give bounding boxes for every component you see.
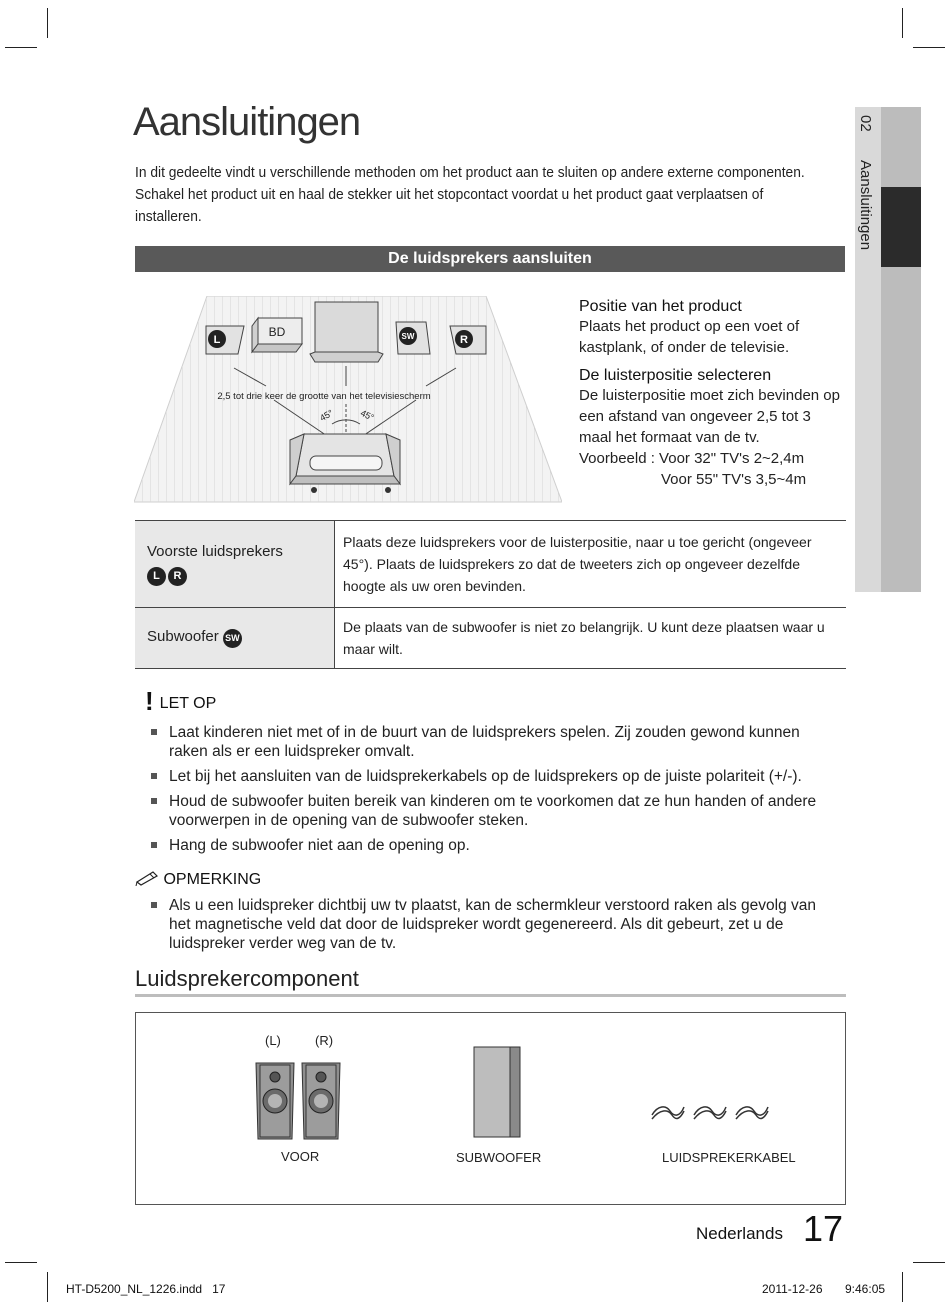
caution-title: LET OP: [159, 695, 217, 712]
file-info: HT-D5200_NL_1226.indd 17: [66, 1282, 226, 1296]
list-item: Let bij het aansluiten van de luidsprekerkabels op de luidsprekers op de juiste polariteit (+/-).: [135, 767, 825, 786]
caution-icon: !: [145, 686, 154, 716]
component-heading: Luidsprekercomponent: [135, 966, 359, 991]
crop-mark: [902, 1272, 903, 1302]
speaker-placement-diagram: [134, 296, 562, 504]
angle-left-label: 45°: [318, 407, 335, 424]
subwoofer-label: Subwoofer: [147, 628, 219, 645]
row-label: [135, 521, 335, 608]
position-info: [579, 298, 841, 490]
print-time: 9:46:05: [845, 1282, 886, 1296]
crop-mark: [47, 1272, 48, 1302]
front-speakers-illustration: [252, 1059, 362, 1141]
intro-paragraph: Schakel het product uit en haal de stekker uit het stopcontact voordat u het product gaat verplaatsen of installeren.: [135, 186, 764, 225]
chapter-name: Aansluitingen: [857, 160, 874, 251]
heading-rule: [135, 994, 846, 997]
position-text: Plaats het product op een voet of kastplank, of onder de televisie.: [579, 318, 800, 356]
badge-l: L: [213, 334, 221, 346]
section-heading-bar: De luidsprekers aansluiten: [135, 246, 845, 272]
left-speaker-tag: (L): [265, 1033, 281, 1048]
side-tab-active-marker: [881, 187, 921, 267]
listening-sofa: [290, 434, 400, 493]
intro-paragraph: In dit gedeelte vindt u verschillende methoden om het product aan te sluiten op andere externe componenten.: [135, 164, 805, 181]
note-section: [135, 870, 825, 959]
position-heading: Positie van het product: [579, 298, 742, 315]
side-tab-grey: [881, 107, 921, 592]
caution-section: [135, 686, 825, 861]
example-line-2: Voor 55" TV's 3,5~4m: [661, 471, 807, 488]
listening-position-heading: De luisterpositie selecteren: [579, 367, 772, 384]
footer-language: Nederlands: [696, 1224, 783, 1243]
crop-mark: [913, 1262, 945, 1263]
page-title: Aansluitingen: [133, 100, 361, 144]
crop-mark: [902, 8, 903, 38]
example-line-1: Voorbeeld : Voor 32" TV's 2~2,4m: [579, 450, 805, 467]
note-heading: [135, 870, 825, 889]
subwoofer-illustration: [472, 1045, 524, 1139]
badge-l: L: [147, 567, 166, 586]
distance-label: 2,5 tot drie keer de grootte van het televisiescherm: [217, 391, 431, 402]
table-row: [135, 608, 846, 669]
badge-sw: SW: [223, 629, 242, 648]
note-title: OPMERKING: [163, 871, 262, 888]
list-item: Als u een luidspreker dichtbij uw tv plaatst, kan de schermkleur verstoord raken als gevolg van het magnetische veld dat door de luidspreker wordt gegenereerd. Als dit gebeurt, zet u de luidspreker verder weg van de tv.: [135, 896, 825, 953]
front-label: VOOR: [281, 1149, 320, 1164]
badge-sw: SW: [401, 332, 415, 341]
television: [315, 302, 378, 352]
note-list: [135, 896, 825, 953]
angle-right-label: 45°: [358, 407, 376, 423]
pencil-icon: [135, 870, 159, 886]
crop-mark: [913, 47, 945, 48]
right-speaker-tag: (R): [315, 1033, 334, 1048]
row-description: Plaats deze luidsprekers voor de luisterpositie, naar u toe gericht (ongeveer 45°). Plaats de luidsprekers zo dat de tweeters zich op ongeveer dezelfde hoogte als uw oren bevinden.: [335, 521, 847, 608]
subwoofer-label: SUBWOOFER: [456, 1150, 542, 1165]
component-box: [135, 1012, 846, 1205]
chapter-number: 02: [857, 115, 874, 132]
table-row: [135, 521, 846, 608]
row-description: De plaats van de subwoofer is niet zo belangrijk. U kunt deze plaatsen waar u maar wilt.: [335, 608, 847, 669]
row-label: [135, 608, 335, 669]
chapter-side-tab: [855, 107, 921, 592]
page-number: 17: [803, 1208, 844, 1249]
caution-list: [135, 723, 825, 855]
list-item: Laat kinderen niet met of in de buurt van de luidsprekers spelen. Zij zouden gewond kunnen raken als er een luidspreker omvalt.: [135, 723, 825, 761]
badge-r: R: [168, 567, 187, 586]
intro-text: [135, 162, 895, 228]
badge-r: R: [460, 334, 468, 346]
listening-position-text: De luisterpositie moet zich bevinden op een afstand van ongeveer 2,5 tot 3 maal het formaat van de tv.: [579, 387, 840, 446]
caution-heading: [135, 686, 825, 717]
front-speakers-label: Voorste luidsprekers: [147, 542, 283, 560]
print-date: 2011-12-26: [762, 1282, 823, 1296]
crop-mark: [5, 47, 37, 48]
list-item: Houd de subwoofer buiten bereik van kinderen om te voorkomen dat ze hun handen of andere voorwerpen in de opening van de subwoofer steken.: [135, 792, 825, 830]
crop-mark: [5, 1262, 37, 1263]
speaker-cable-illustration: [648, 1099, 772, 1125]
crop-mark: [47, 8, 48, 38]
cable-label: LUIDSPREKERKABEL: [662, 1150, 796, 1165]
list-item: Hang de subwoofer niet aan de opening op.: [135, 836, 825, 855]
bd-label: BD: [268, 325, 286, 339]
side-tab-label: [857, 115, 874, 250]
speaker-table: [135, 520, 846, 669]
